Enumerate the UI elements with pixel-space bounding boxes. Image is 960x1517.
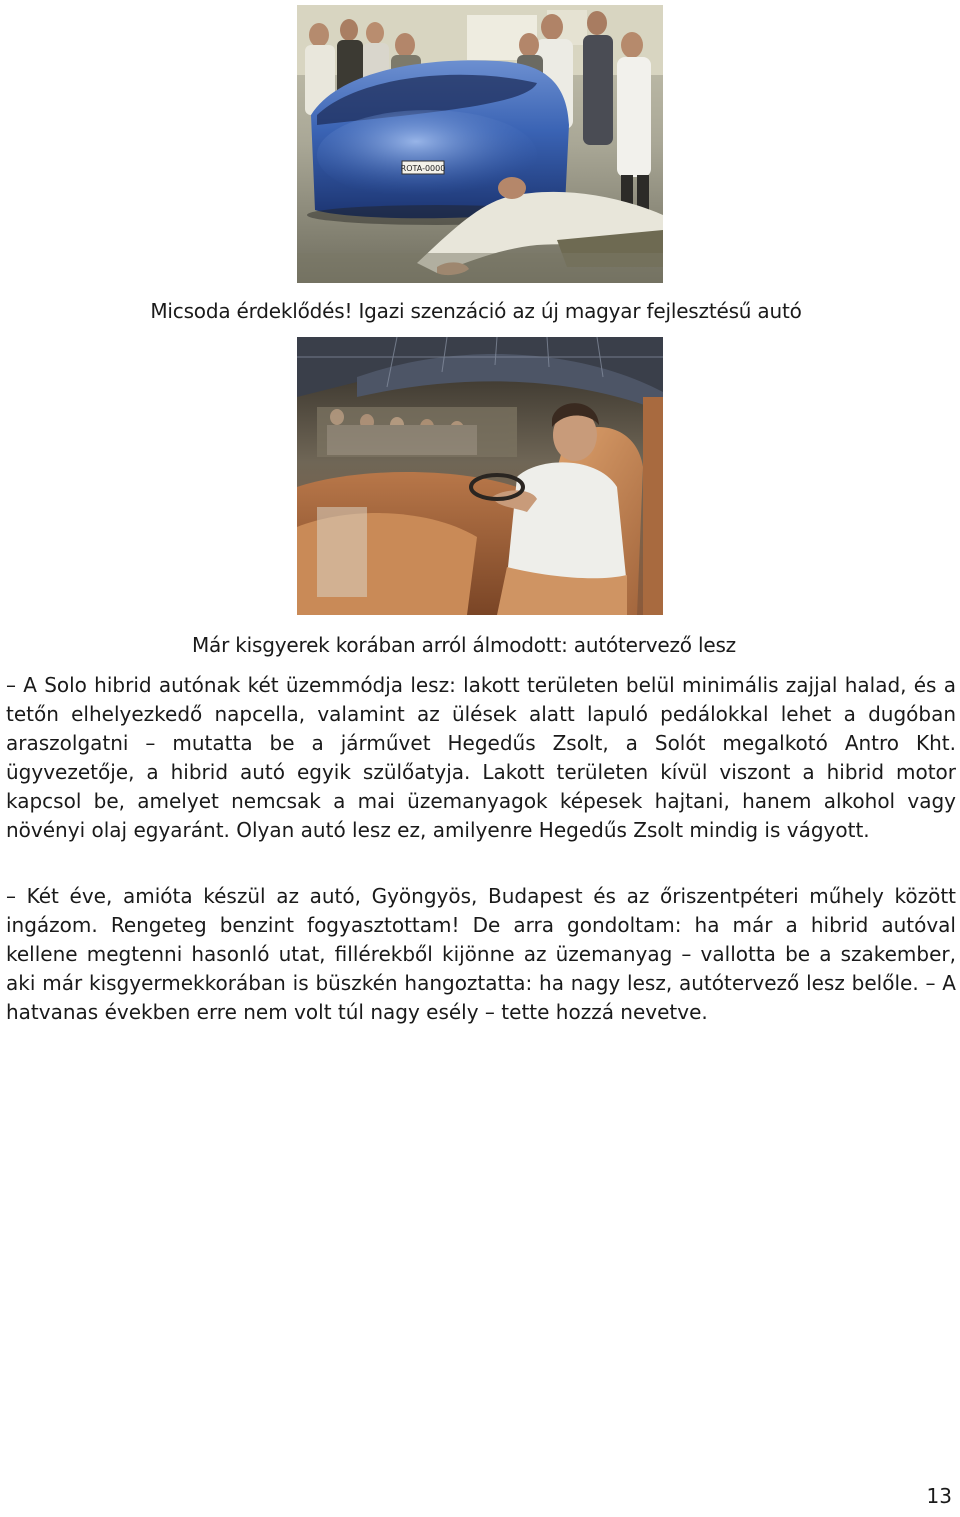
audience (317, 407, 517, 457)
photo-man-in-car (297, 337, 663, 615)
photo-crowd-blue-car (297, 5, 663, 283)
article-paragraph-2 (6, 882, 956, 1027)
caption-photo-2: Már kisgyerek korában arról álmodott: autótervező lesz (192, 633, 736, 657)
paragraph-text: – Két éve, amióta készül az autó, Gyöngyös, Budapest és az őriszentpéteri műhely között ingázom. Rengeteg benzint fogyasztottam! De arra gondoltam: ha már a hibrid autóval kellene megtenni hasonló utat, fillérekből kijönne az üzemanyag – vallotta be a szakember, aki már kisgyermekkorában is büszkén hangoztatta: ha nagy lesz, autótervező lesz belőle. – A hatvanas években erre nem volt túl nagy esély – tette hozzá nevetve. (6, 884, 956, 1024)
page-number: 13 (926, 1484, 952, 1508)
caption-photo-1: Micsoda érdeklődés! Igazi szenzáció az új magyar fejlesztésű autó (150, 299, 802, 323)
paragraph-text: – A Solo hibrid autónak két üzemmódja lesz: lakott területen belül minimális zajjal halad, és a tetőn elhelyezkedő napcella, valamint az ülések alatt lapuló pedálokkal lehet a dugóban araszolgatni – mutatta be a járművet Hegedűs Zsolt, a Solót megalkotó Antro Kht. ügyvezetője, a hibrid autó egyik szülőatyja. Lakott területen kívül viszont a hibrid motor kapcsol be, amelyet nemcsak a mai üzemanyagok képesek hajtani, hanem alkohol vagy növényi olaj egyaránt. Olyan autó lesz ez, amilyenre Hegedűs Zsolt mindig is vágyott. (6, 673, 956, 842)
license-plate: ROTA-0000 (400, 164, 446, 173)
article-paragraph-1 (6, 671, 956, 845)
